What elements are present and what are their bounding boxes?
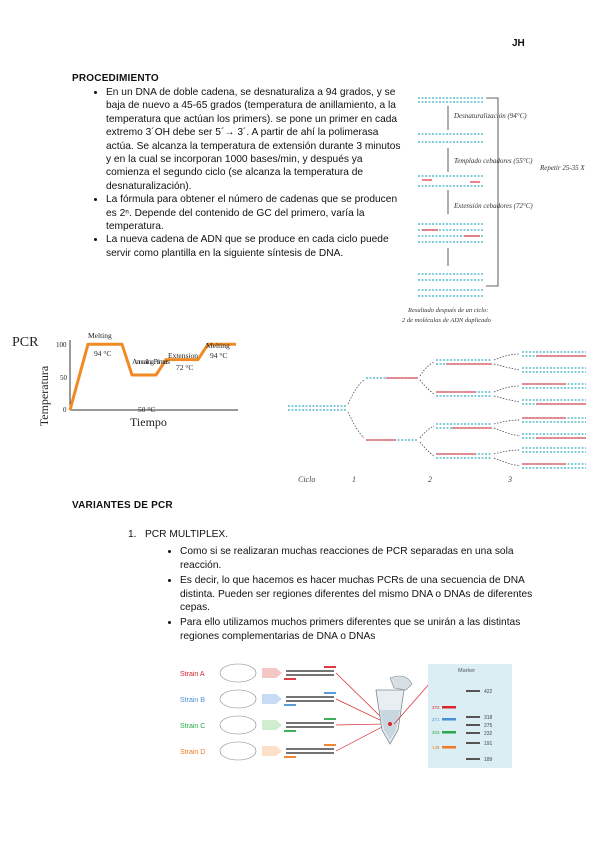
multiplex-bullets bbox=[128, 545, 548, 643]
gel-title: Marker bbox=[458, 668, 476, 674]
y-tick: 50 bbox=[60, 374, 67, 382]
cycle-label: 2 bbox=[428, 475, 432, 484]
marker-band bbox=[466, 724, 480, 726]
strain-label: Strain C bbox=[180, 723, 206, 730]
x-axis-label: Tiempo bbox=[130, 415, 167, 429]
pcr-cycle-diagram bbox=[398, 90, 598, 330]
sample-band-label: 203 bbox=[432, 730, 440, 735]
sample-band bbox=[442, 718, 456, 721]
marker-band-label: 275 bbox=[484, 723, 493, 729]
multiplex-figure bbox=[176, 660, 516, 770]
stage-temp: 94 °C bbox=[210, 351, 228, 360]
strain-label: Strain A bbox=[180, 671, 205, 678]
marker-band-label: 318 bbox=[484, 715, 493, 721]
marker-band bbox=[466, 742, 480, 744]
stage-label: Extension bbox=[168, 351, 198, 360]
result-label: 2 de moléculas de ADN duplicado bbox=[402, 317, 491, 324]
marker-band bbox=[466, 758, 480, 760]
strain-label: Strain D bbox=[180, 749, 206, 756]
marker-band-label: 422 bbox=[484, 689, 493, 695]
author-initials: JH bbox=[512, 38, 525, 49]
cycle-word: Ciclo bbox=[298, 475, 316, 484]
marker-band-label: 189 bbox=[484, 757, 493, 763]
step3-label: Extensión cebadores (72°C) bbox=[454, 202, 533, 210]
sample-band-label: 271 bbox=[432, 717, 440, 722]
procedimiento-list bbox=[88, 86, 402, 260]
stage-temp: 72 °C bbox=[176, 363, 194, 372]
stage-label: Melting bbox=[206, 341, 230, 350]
list-item bbox=[128, 528, 548, 541]
y-tick: 100 bbox=[56, 341, 67, 349]
pcr-label: PCR bbox=[12, 335, 39, 350]
list-item: • En un DNA de doble cadena, se desnaturaliza a 94 grados, y se baja de nuevo a 45-65 grados (temperatura de anillamiento, a la temperatura que actúan los primers). se pone un primer en cada extremo 3´OH debe ser 5´→ 3´. A partir de ahí la polimerasa actúa. Se alcanza la temperatura de extensión durante 3 minutos y en la cual se incorporan 1000 bases/min, y después ya comienza el segundo ciclo (se alcanza la temperatura de desnaturalización). bbox=[106, 86, 402, 193]
step1-label: Desnaturalización (94°C) bbox=[454, 112, 527, 120]
sample-band-label: 145 bbox=[432, 745, 440, 750]
stage-temp: 94 °C bbox=[94, 349, 112, 358]
list-item: • Como si se realizaran muchas reacciones de PCR separadas en una sola reacción. bbox=[180, 545, 548, 572]
stage-label: Annealing Primers bbox=[132, 357, 170, 366]
list-item: • Para ello utilizamos muchos primers diferentes que se unirán a las distintas regiones complementarias de DNA o DNAs bbox=[180, 616, 548, 643]
procedimiento-heading: PROCEDIMIENTO bbox=[72, 73, 159, 84]
y-tick: 0 bbox=[63, 406, 67, 414]
list-item: • Es decir, lo que hacemos es hacer muchas PCRs de una secuencia de DNA distinta. Pueden ser regiones diferentes del mismo DNA o DNAs de diferentes cepas. bbox=[180, 574, 548, 614]
sample-band bbox=[442, 706, 456, 709]
variantes-list bbox=[128, 528, 548, 645]
amplification-tree bbox=[286, 346, 596, 490]
stage-temp: 50 °C bbox=[138, 405, 156, 414]
marker-band-label: 232 bbox=[484, 731, 493, 737]
pcr-profile-chart bbox=[8, 326, 268, 436]
list-item: • La fórmula para obtener el número de cadenas que se producen es 2ⁿ. Depende del contenido de GC del primero, varía la temperatura. bbox=[106, 193, 402, 233]
cycle-label: 3 bbox=[508, 475, 512, 484]
stage-label: Melting bbox=[88, 331, 112, 340]
variantes-heading: VARIANTES DE PCR bbox=[72, 500, 173, 511]
step2-label: Templado cebadores (55°C) bbox=[454, 157, 533, 165]
sample-band bbox=[442, 746, 456, 749]
marker-band bbox=[466, 690, 480, 692]
sample-band bbox=[442, 731, 456, 734]
marker-band bbox=[466, 716, 480, 718]
repeat-note: Repetir 25-35 X bbox=[540, 164, 585, 172]
strain-label: Strain B bbox=[180, 697, 205, 704]
sample-band-label: 372 bbox=[432, 705, 440, 710]
list-item: • La nueva cadena de ADN que se produce en cada ciclo puede servir como plantilla en la siguiente síntesis de DNA. bbox=[106, 233, 402, 260]
result-label: Resultado después de un ciclo: bbox=[408, 307, 489, 314]
marker-band-label: 191 bbox=[484, 741, 493, 747]
item-number: 1. bbox=[128, 529, 137, 540]
marker-band bbox=[466, 732, 480, 734]
y-axis-label: Temperatura bbox=[37, 365, 51, 427]
item-title: PCR MULTIPLEX. bbox=[145, 529, 229, 540]
cycle-label: 1 bbox=[352, 475, 356, 484]
